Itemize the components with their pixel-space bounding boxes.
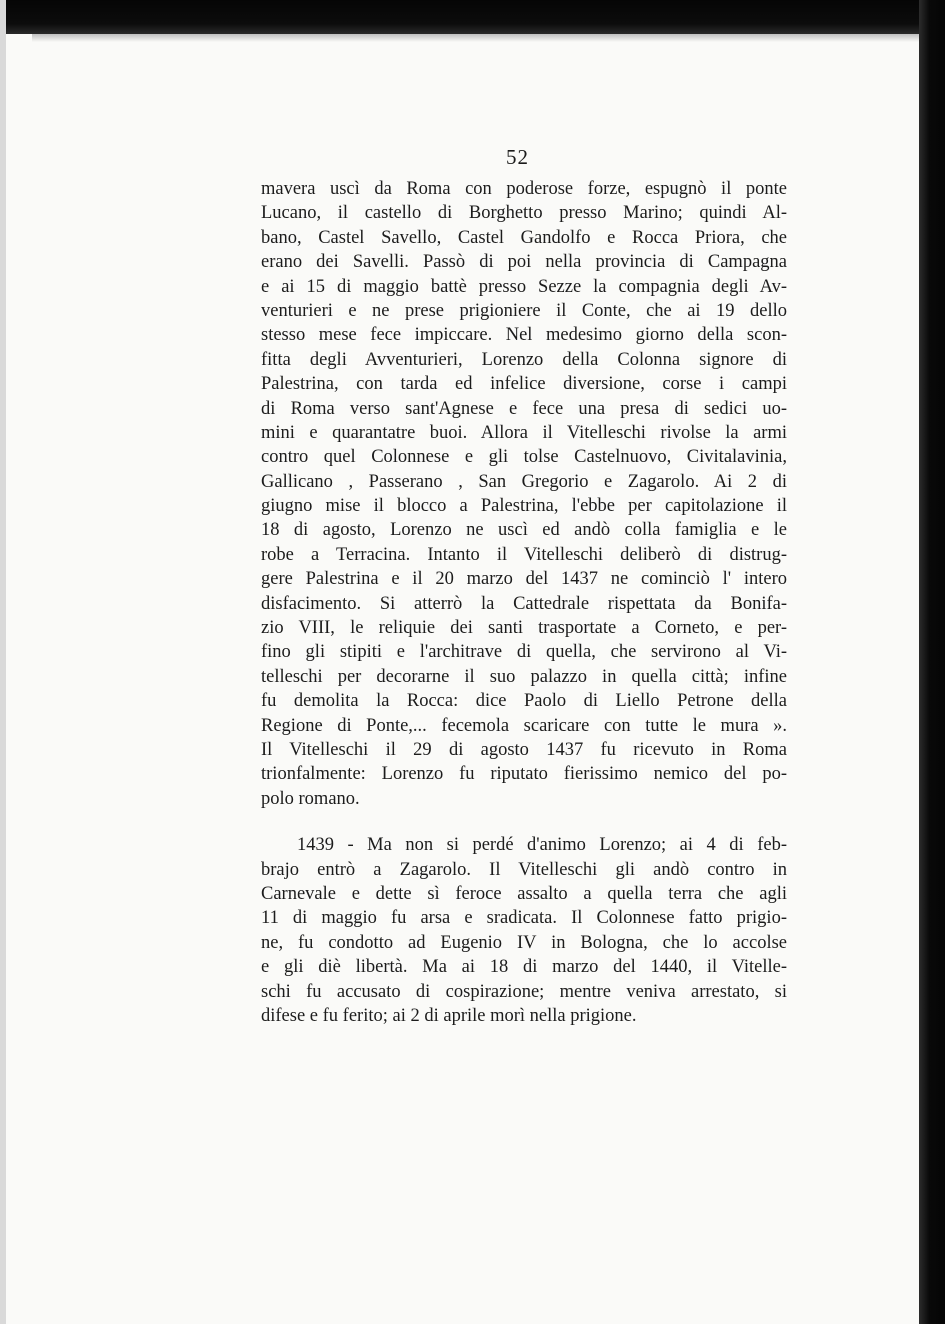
- text-line: stesso mese fece impiccare. Nel medesimo giorno della scon-: [261, 325, 787, 346]
- paragraph-gap: [261, 811, 787, 833]
- text-line: Regione di Ponte,... fecemola scaricare con tutte le mura ».: [261, 715, 787, 736]
- page-number: 52: [506, 145, 529, 169]
- text-line: Palestrina, con tarda ed infelice diversione, corse i campi: [261, 374, 787, 395]
- text-line: polo romano.: [261, 788, 360, 809]
- text-line: schi fu accusato di cospirazione; mentre veniva arrestato, si: [261, 981, 787, 1002]
- text-line: e gli diè libertà. Ma ai 18 di marzo del 1440, il Vitelle-: [261, 957, 787, 978]
- text-line: bano, Castel Savello, Castel Gandolfo e Rocca Priora, che: [261, 227, 787, 248]
- text-line: Gallicano , Passerano , San Gregorio e Zagarolo. Ai 2 di: [261, 471, 787, 492]
- text-line: ne, fu condotto ad Eugenio IV in Bologna, che lo accolse: [261, 932, 787, 953]
- scan-border-right: [919, 0, 945, 1324]
- text-line: Il Vitelleschi il 29 di agosto 1437 fu ricevuto in Roma: [261, 739, 787, 760]
- show-through-bleed: [262, 1045, 782, 1069]
- text-line: fitta degli Avventurieri, Lorenzo della Colonna signore di: [261, 349, 787, 370]
- text-line: 1439 - Ma non si perdé d'animo Lorenzo; ai 4 di feb-: [297, 835, 787, 856]
- text-line: e ai 15 di maggio battè presso Sezze la compagnia degli Av-: [261, 276, 787, 297]
- text-line: zio VIII, le reliquie dei santi trasportate a Corneto, e per-: [261, 618, 787, 639]
- text-line: 18 di agosto, Lorenzo ne uscì ed andò colla famiglia e le: [261, 520, 787, 541]
- text-line: Carnevale e dette sì feroce assalto a quella terra che agli: [261, 883, 787, 904]
- text-line: mini e quarantatre buoi. Allora il Vitelleschi rivolse la armi: [261, 422, 787, 443]
- text-line: trionfalmente: Lorenzo fu riputato fierissimo nemico del po-: [261, 764, 787, 785]
- text-line: difese e fu ferito; ai 2 di aprile morì nella prigione.: [261, 1005, 637, 1026]
- text-line: di Roma verso sant'Agnese e fece una presa di sedici uo-: [261, 398, 787, 419]
- text-line: telleschi per decorarne il suo palazzo in quella città; infine: [261, 666, 787, 687]
- text-line: 11 di maggio fu arsa e sradicata. Il Colonnese fatto prigio-: [261, 908, 787, 929]
- text-line: brajo entrò a Zagarolo. Il Vitelleschi gli andò contro in: [261, 859, 787, 880]
- text-line: contro quel Colonnese e gli tolse Castelnuovo, Civitalavinia,: [261, 447, 787, 468]
- text-line: fu demolita la Rocca: dice Paolo di Liello Petrone della: [261, 691, 787, 712]
- page-shadow: [32, 34, 919, 42]
- text-line: gere Palestrina e il 20 marzo del 1437 ne cominciò l' intero: [261, 569, 787, 590]
- scan-border-top: [0, 0, 945, 34]
- text-line: Lucano, il castello di Borghetto presso Marino; quindi Al-: [261, 203, 787, 224]
- text-line: venturieri e ne prese prigioniere il Conte, che ai 19 dello: [261, 300, 787, 321]
- body-text: [261, 177, 787, 1028]
- text-line: disfacimento. Si atterrò la Cattedrale rispettata da Bonifa-: [261, 593, 787, 614]
- text-line: robe a Terracina. Intanto il Vitelleschi deliberò di distrug-: [261, 544, 787, 565]
- text-line: fino gli stipiti e l'architrave di quella, che servirono al Vi-: [261, 642, 787, 663]
- text-line: giugno mise il blocco a Palestrina, l'ebbe per capitolazione il: [261, 496, 787, 517]
- text-line: erano dei Savelli. Passò di poi nella provincia di Campagna: [261, 252, 787, 273]
- text-line: mavera uscì da Roma con poderose forze, espugnò il ponte: [261, 179, 787, 199]
